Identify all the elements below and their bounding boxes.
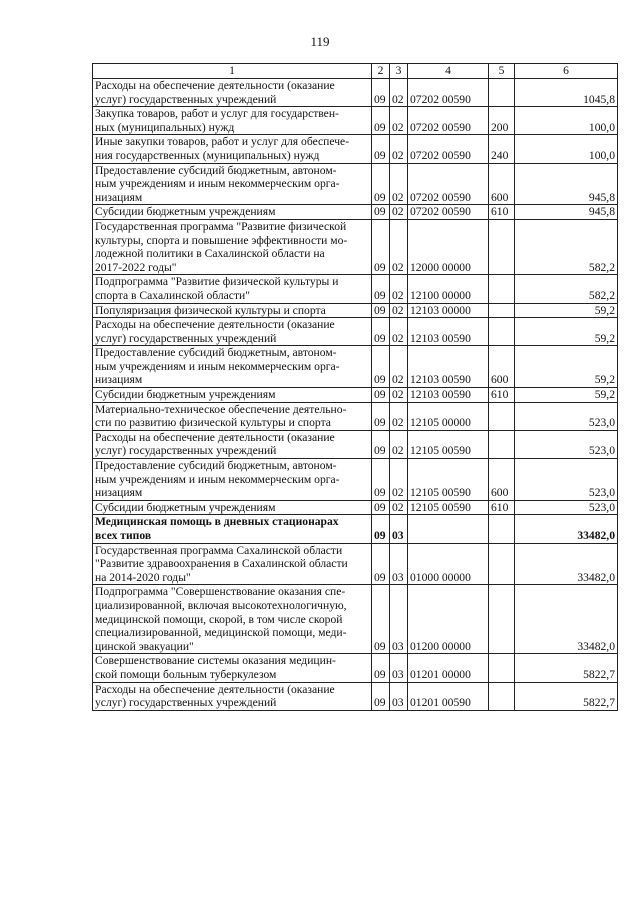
row-amount: 59,2 (515, 303, 618, 318)
row-expense-type: 200 (489, 107, 515, 135)
row-amount: 100,0 (515, 135, 618, 163)
row-amount: 945,8 (515, 163, 618, 205)
row-target-code: 12105 00590 (408, 430, 489, 458)
row-target-code: 12105 00000 (408, 402, 489, 430)
row-expense-type (489, 515, 515, 543)
row-name: Субсидии бюджетным учреждениям (93, 205, 372, 220)
row-name: Популяризация физической культуры и спорта (93, 303, 372, 318)
row-name: Подпрограмма "Развитие физической культуры и спорта в Сахалинской области" (93, 275, 372, 303)
table-row (93, 515, 618, 543)
table-row (93, 135, 618, 163)
row-name: Закупка товаров, работ и услуг для государствен- ных (муниципальных) нужд (93, 107, 372, 135)
row-name: Совершенствование системы оказания медицин- ской помощи больным туберкулезом (93, 654, 372, 682)
row-expense-type: 610 (489, 205, 515, 220)
table-row (93, 388, 618, 403)
table-row (93, 654, 618, 682)
row-expense-type: 610 (489, 500, 515, 515)
row-name: Медицинская помощь в дневных стационарах всех типов (93, 515, 372, 543)
row-amount: 5822,7 (515, 654, 618, 682)
row-subsection: 02 (390, 402, 408, 430)
table-row (93, 205, 618, 220)
row-expense-type (489, 402, 515, 430)
row-section: 09 (372, 346, 390, 388)
row-expense-type (489, 303, 515, 318)
table-row (93, 318, 618, 346)
row-subsection: 02 (390, 318, 408, 346)
row-subsection: 02 (390, 219, 408, 274)
row-expense-type (489, 79, 515, 107)
row-target-code: 01200 00000 (408, 585, 489, 654)
table-row (93, 275, 618, 303)
row-target-code: 12100 00000 (408, 275, 489, 303)
row-name: Субсидии бюджетным учреждениям (93, 388, 372, 403)
budget-table (92, 63, 618, 711)
row-section: 09 (372, 402, 390, 430)
table-row (93, 346, 618, 388)
table-row (93, 430, 618, 458)
row-amount: 5822,7 (515, 682, 618, 710)
header-col-2: 2 (372, 64, 390, 79)
row-name: Подпрограмма "Совершенствование оказания спе- циализированной, включая высокотехнологичную, медицинской помощи, скорой, в том числе скорой специализированной, медицинской помощи, меди- цинской эвакуации" (93, 585, 372, 654)
row-section: 09 (372, 163, 390, 205)
page-number: 119 (310, 34, 330, 49)
row-amount: 582,2 (515, 275, 618, 303)
row-target-code: 07202 00590 (408, 107, 489, 135)
row-target-code: 12103 00590 (408, 388, 489, 403)
row-expense-type (489, 275, 515, 303)
row-target-code: 01201 00590 (408, 682, 489, 710)
row-section: 09 (372, 459, 390, 501)
row-target-code: 07202 00590 (408, 163, 489, 205)
row-target-code: 12103 00000 (408, 303, 489, 318)
row-subsection: 02 (390, 303, 408, 318)
row-name: Иные закупки товаров, работ и услуг для обеспече- ния государственных (муниципальных) нужд (93, 135, 372, 163)
row-amount: 523,0 (515, 402, 618, 430)
row-section: 09 (372, 219, 390, 274)
row-section: 09 (372, 430, 390, 458)
row-name: Расходы на обеспечение деятельности (оказание услуг) государственных учреждений (93, 79, 372, 107)
row-amount: 945,8 (515, 205, 618, 220)
row-amount: 59,2 (515, 346, 618, 388)
table-row (93, 500, 618, 515)
row-subsection: 03 (390, 585, 408, 654)
header-col-4: 4 (408, 64, 489, 79)
row-target-code: 07202 00590 (408, 79, 489, 107)
table-row (93, 402, 618, 430)
row-expense-type (489, 543, 515, 585)
row-target-code (408, 515, 489, 543)
row-name: Расходы на обеспечение деятельности (оказание услуг) государственных учреждений (93, 430, 372, 458)
row-expense-type: 600 (489, 163, 515, 205)
row-subsection: 02 (390, 205, 408, 220)
row-section: 09 (372, 303, 390, 318)
table-row (93, 585, 618, 654)
row-amount: 59,2 (515, 318, 618, 346)
row-amount: 523,0 (515, 500, 618, 515)
row-subsection: 02 (390, 459, 408, 501)
table-row (93, 219, 618, 274)
row-name: Расходы на обеспечение деятельности (оказание услуг) государственных учреждений (93, 682, 372, 710)
row-name: Материально-техническое обеспечение деятельно- сти по развитию физической культуры и спорта (93, 402, 372, 430)
row-expense-type (489, 585, 515, 654)
row-subsection: 02 (390, 135, 408, 163)
row-subsection: 03 (390, 654, 408, 682)
row-subsection: 02 (390, 275, 408, 303)
table-body (93, 64, 618, 711)
row-subsection: 03 (390, 682, 408, 710)
row-amount: 523,0 (515, 459, 618, 501)
row-section: 09 (372, 500, 390, 515)
row-expense-type (489, 318, 515, 346)
row-subsection: 02 (390, 500, 408, 515)
table-row (93, 303, 618, 318)
row-target-code: 12105 00590 (408, 500, 489, 515)
row-subsection: 03 (390, 543, 408, 585)
row-subsection: 02 (390, 388, 408, 403)
row-section: 09 (372, 318, 390, 346)
table-row (93, 163, 618, 205)
row-target-code: 07202 00590 (408, 135, 489, 163)
row-name: Субсидии бюджетным учреждениям (93, 500, 372, 515)
row-section: 09 (372, 107, 390, 135)
row-section: 09 (372, 682, 390, 710)
row-subsection: 03 (390, 515, 408, 543)
row-target-code: 07202 00590 (408, 205, 489, 220)
row-expense-type (489, 430, 515, 458)
row-section: 09 (372, 515, 390, 543)
row-target-code: 12103 00590 (408, 346, 489, 388)
header-col-1: 1 (93, 64, 372, 79)
row-name: Предоставление субсидий бюджетным, автоном- ным учреждениям и иным некоммерческим орга- низациям (93, 163, 372, 205)
header-row (93, 64, 618, 79)
header-col-5: 5 (489, 64, 515, 79)
row-target-code: 01000 00000 (408, 543, 489, 585)
table-row (93, 543, 618, 585)
row-target-code: 01201 00000 (408, 654, 489, 682)
row-expense-type: 600 (489, 459, 515, 501)
row-expense-type (489, 682, 515, 710)
row-name: Предоставление субсидий бюджетным, автоном- ным учреждениям и иным некоммерческим орга- низациям (93, 346, 372, 388)
row-name: Предоставление субсидий бюджетным, автоном- ным учреждениям и иным некоммерческим орга- низациям (93, 459, 372, 501)
row-amount: 523,0 (515, 430, 618, 458)
row-target-code: 12000 00000 (408, 219, 489, 274)
row-amount: 1045,8 (515, 79, 618, 107)
header-col-3: 3 (390, 64, 408, 79)
row-expense-type (489, 654, 515, 682)
row-expense-type: 610 (489, 388, 515, 403)
row-target-code: 12103 00590 (408, 318, 489, 346)
row-section: 09 (372, 654, 390, 682)
row-amount: 33482,0 (515, 585, 618, 654)
table-row (93, 459, 618, 501)
row-name: Расходы на обеспечение деятельности (оказание услуг) государственных учреждений (93, 318, 372, 346)
row-section: 09 (372, 135, 390, 163)
row-amount: 33482,0 (515, 543, 618, 585)
row-section: 09 (372, 79, 390, 107)
header-col-6: 6 (515, 64, 618, 79)
table-row (93, 107, 618, 135)
row-name: Государственная программа "Развитие физической культуры, спорта и повышение эффективности мо- лодежной политики в Сахалинской области на 2017-2022 годы" (93, 219, 372, 274)
row-name: Государственная программа Сахалинской области "Развитие здравоохранения в Сахалинской области на 2014-2020 годы" (93, 543, 372, 585)
row-expense-type: 600 (489, 346, 515, 388)
row-section: 09 (372, 275, 390, 303)
table-row (93, 79, 618, 107)
row-subsection: 02 (390, 79, 408, 107)
row-section: 09 (372, 585, 390, 654)
row-expense-type: 240 (489, 135, 515, 163)
row-section: 09 (372, 388, 390, 403)
row-subsection: 02 (390, 107, 408, 135)
row-amount: 582,2 (515, 219, 618, 274)
row-expense-type (489, 219, 515, 274)
row-subsection: 02 (390, 430, 408, 458)
row-amount: 33482,0 (515, 515, 618, 543)
row-amount: 59,2 (515, 388, 618, 403)
row-section: 09 (372, 543, 390, 585)
table-row (93, 682, 618, 710)
row-target-code: 12105 00590 (408, 459, 489, 501)
row-subsection: 02 (390, 163, 408, 205)
row-section: 09 (372, 205, 390, 220)
row-subsection: 02 (390, 346, 408, 388)
row-amount: 100,0 (515, 107, 618, 135)
